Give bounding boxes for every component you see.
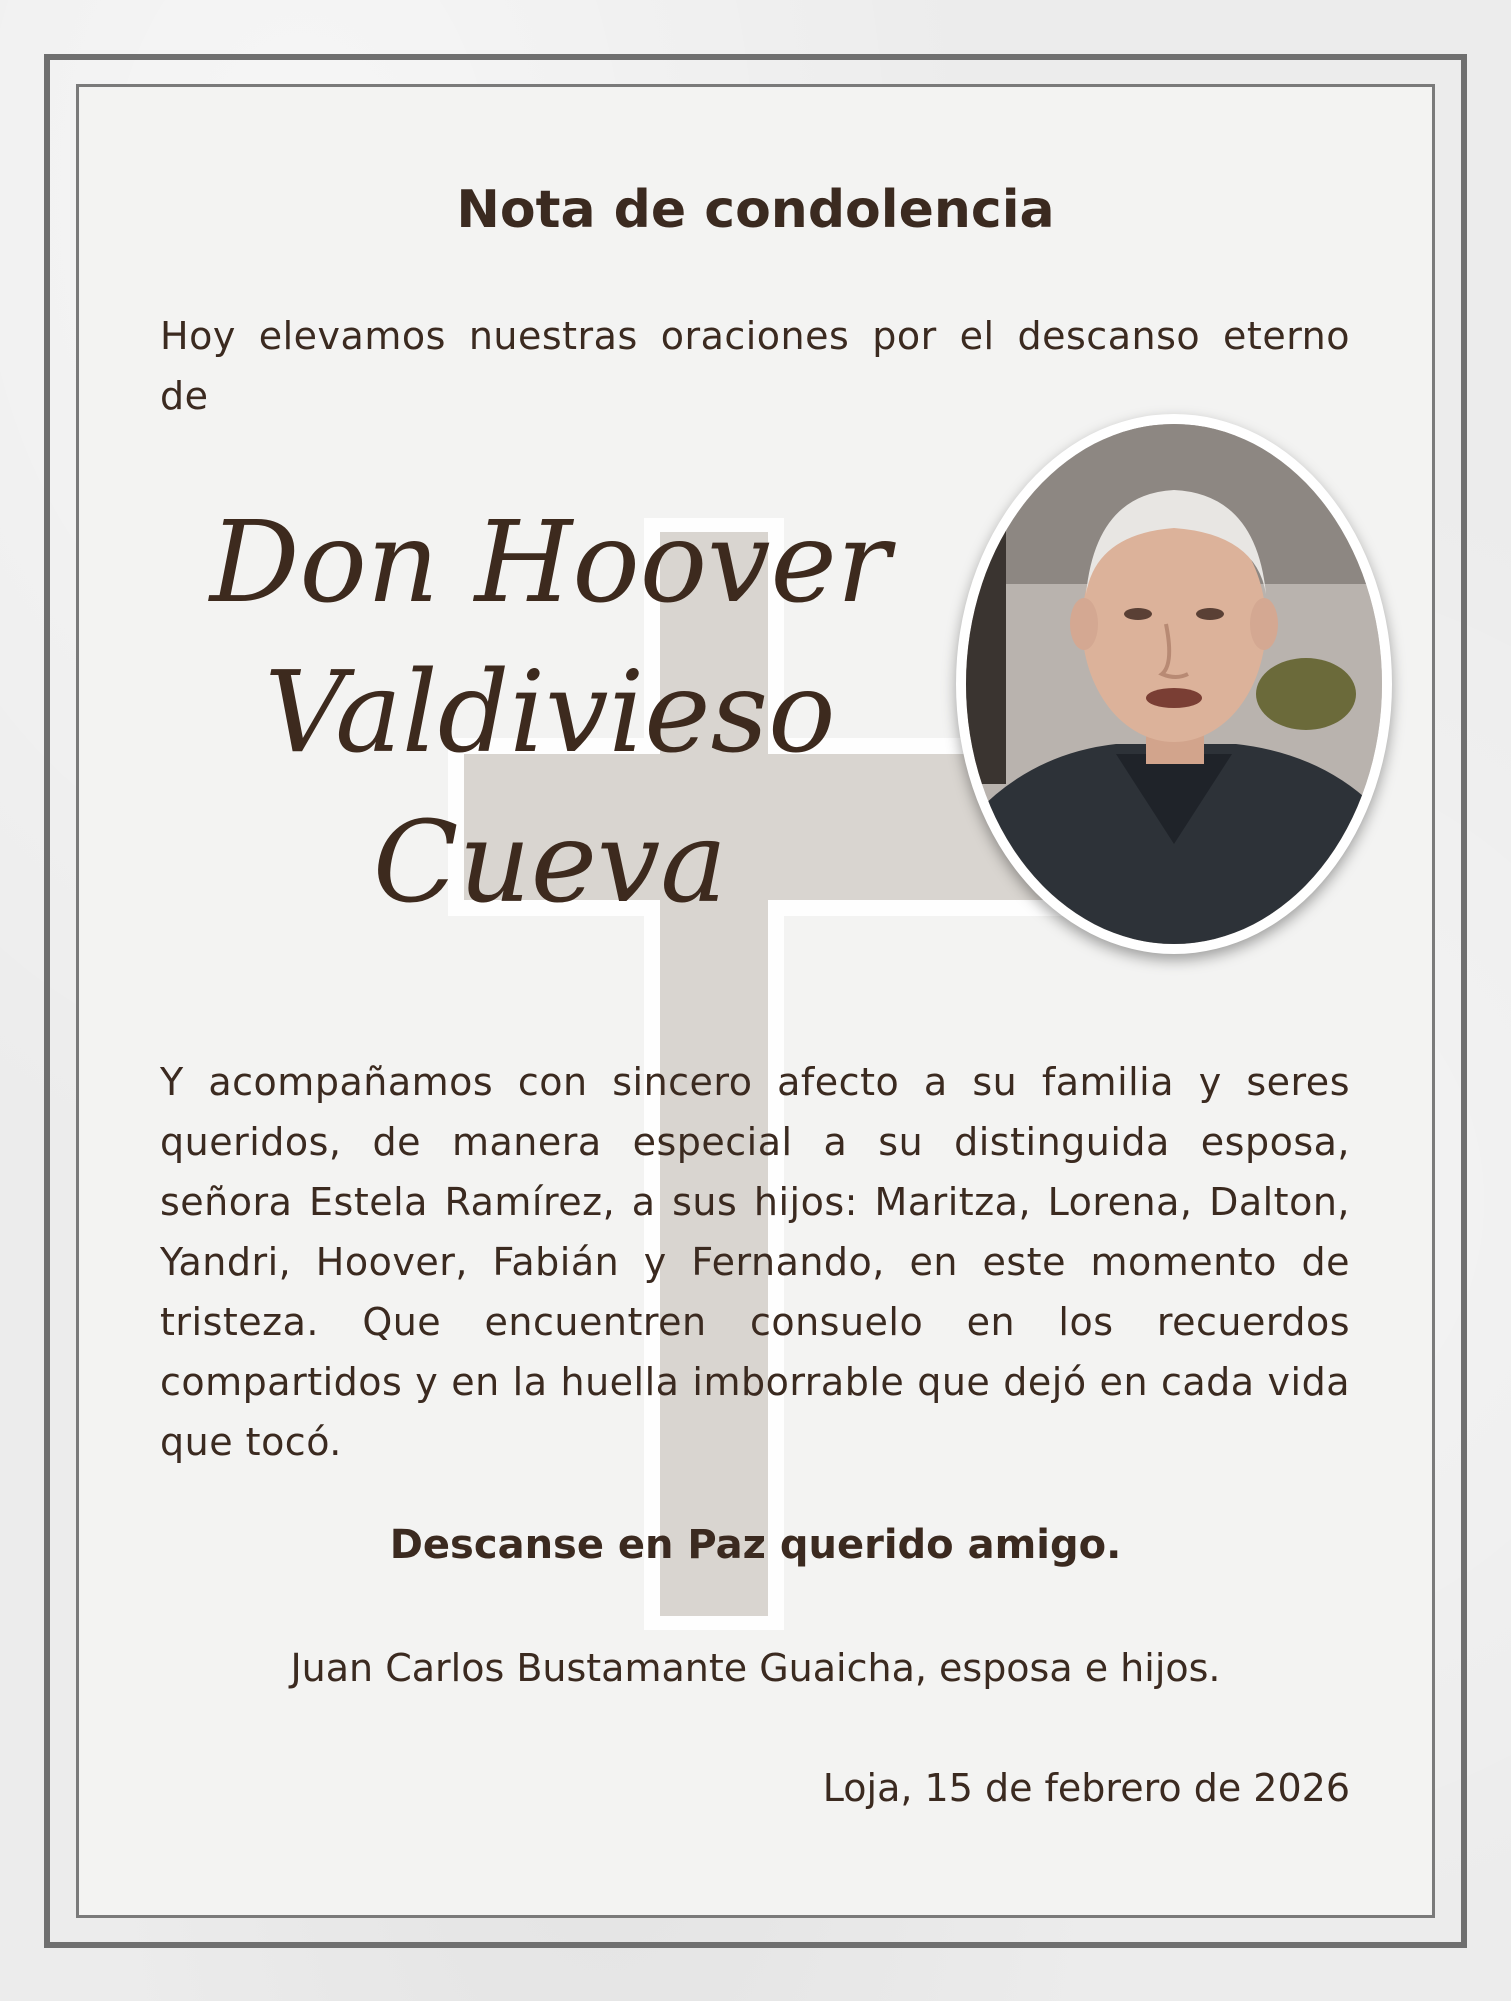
signature-line: Juan Carlos Bustamante Guaicha, esposa e hijos.: [290, 1646, 1221, 1690]
intro-text: Hoy elevamos nuestras oraciones por el descanso eterno de: [160, 314, 1350, 418]
portrait-illustration: [966, 424, 1382, 944]
name-line: Valdivieso: [264, 648, 836, 778]
page-title: Nota de condolencia: [456, 180, 1055, 240]
place-date: Loja, 15 de febrero de 2026: [822, 1766, 1350, 1810]
portrait-photo: [956, 414, 1392, 954]
closing-line: Descanse en Paz querido amigo.: [389, 1522, 1122, 1568]
name-line: Don Hoover: [209, 498, 891, 628]
name-line: Cueva: [372, 798, 728, 928]
deceased-name: [140, 488, 960, 938]
body-text: Y acompañamos con sincero afecto a su familia y seres queridos, de manera especial a su distinguida esposa, señora Estela Ramírez, a sus hijos: Maritza, Lorena, Dalton, Yandri, Hoover, Fabián y Fernando, en este momento de tristeza. Que encuentren consuelo en los recuerdos compartidos y en la huella imborrable que dejó en cada vida que tocó.: [160, 1060, 1350, 1464]
